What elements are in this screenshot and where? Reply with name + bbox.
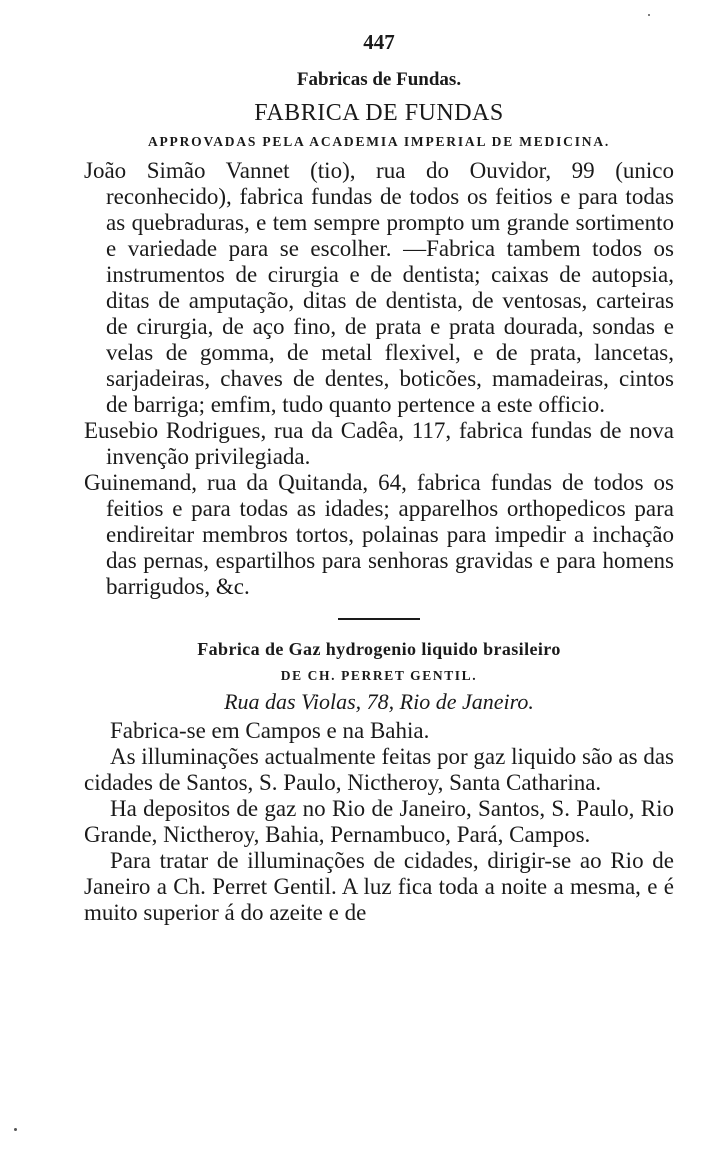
- paper-speck: [14, 1128, 17, 1131]
- paragraph: Fabrica-se em Campos e na Bahia.: [110, 718, 430, 743]
- address-line: Rua das Violas, 78, Rio de Janeiro.: [224, 689, 534, 714]
- book-page: [84, 30, 674, 926]
- paper-speck: [648, 14, 650, 16]
- paragraph: Ha depositos de gaz no Rio de Janeiro, Santos, S. Paulo, Rio Grande, Nictheroy, Bahia, Pernambuco, Pará, Campos.: [84, 796, 674, 847]
- section-title: FABRICA DE FUNDAS: [254, 100, 504, 126]
- section2-title: Fabrica de Gaz hydrogenio liquido brasileiro: [197, 639, 561, 659]
- paragraph: Para tratar de illuminações de cidades, dirigir-se ao Rio de Janeiro a Ch. Perret Gentil. A luz fica toda a noite a mesma, e é muito superior á do azeite e de: [84, 848, 674, 925]
- page-number: 447: [363, 30, 395, 54]
- list-item: Guinemand, rua da Quitanda, 64, fabrica fundas de todos os feitios e para todas as idades; apparelhos orthopedicos para endireitar membros tortos, polainas para impedir a inchação das pernas, espartilhos para senhoras gravidas e para homens barrigudos, &c.: [84, 470, 674, 599]
- section-divider: [338, 618, 420, 620]
- paragraph: As illuminações actualmente feitas por gaz liquido são as das cidades de Santos, S. Paulo, Nictheroy, Santa Catharina.: [84, 744, 674, 795]
- section2-subtitle: DE CH. PERRET GENTIL.: [280, 668, 478, 683]
- running-head: Fabricas de Fundas.: [296, 69, 462, 90]
- list-item: João Simão Vannet (tio), rua do Ouvidor, 99 (unico reconhecido), fabrica fundas de todos os feitios e para todas as quebraduras, e tem sempre prompto um grande sortimento e variedade para se escolher. —Fabrica tambem todos os instrumentos de cirurgia e de dentista; caixas de autopsia, ditas de amputação, ditas de dentista, de ventosas, carteiras de cirurgia, de aço fino, de prata e prata dourada, sondas e velas de gomma, de metal flexivel, e de prata, lancetas, sarjadeiras, chaves de dentes, boticões, mamadeiras, cintos de barriga; emfim, tudo quanto pertence a este officio.: [84, 158, 674, 417]
- list-item: Eusebio Rodrigues, rua da Cadêa, 117, fabrica fundas de nova invenção privilegiada.: [84, 418, 674, 469]
- section-subtitle: APPROVADAS PELA ACADEMIA IMPERIAL DE MEDICINA.: [147, 134, 611, 149]
